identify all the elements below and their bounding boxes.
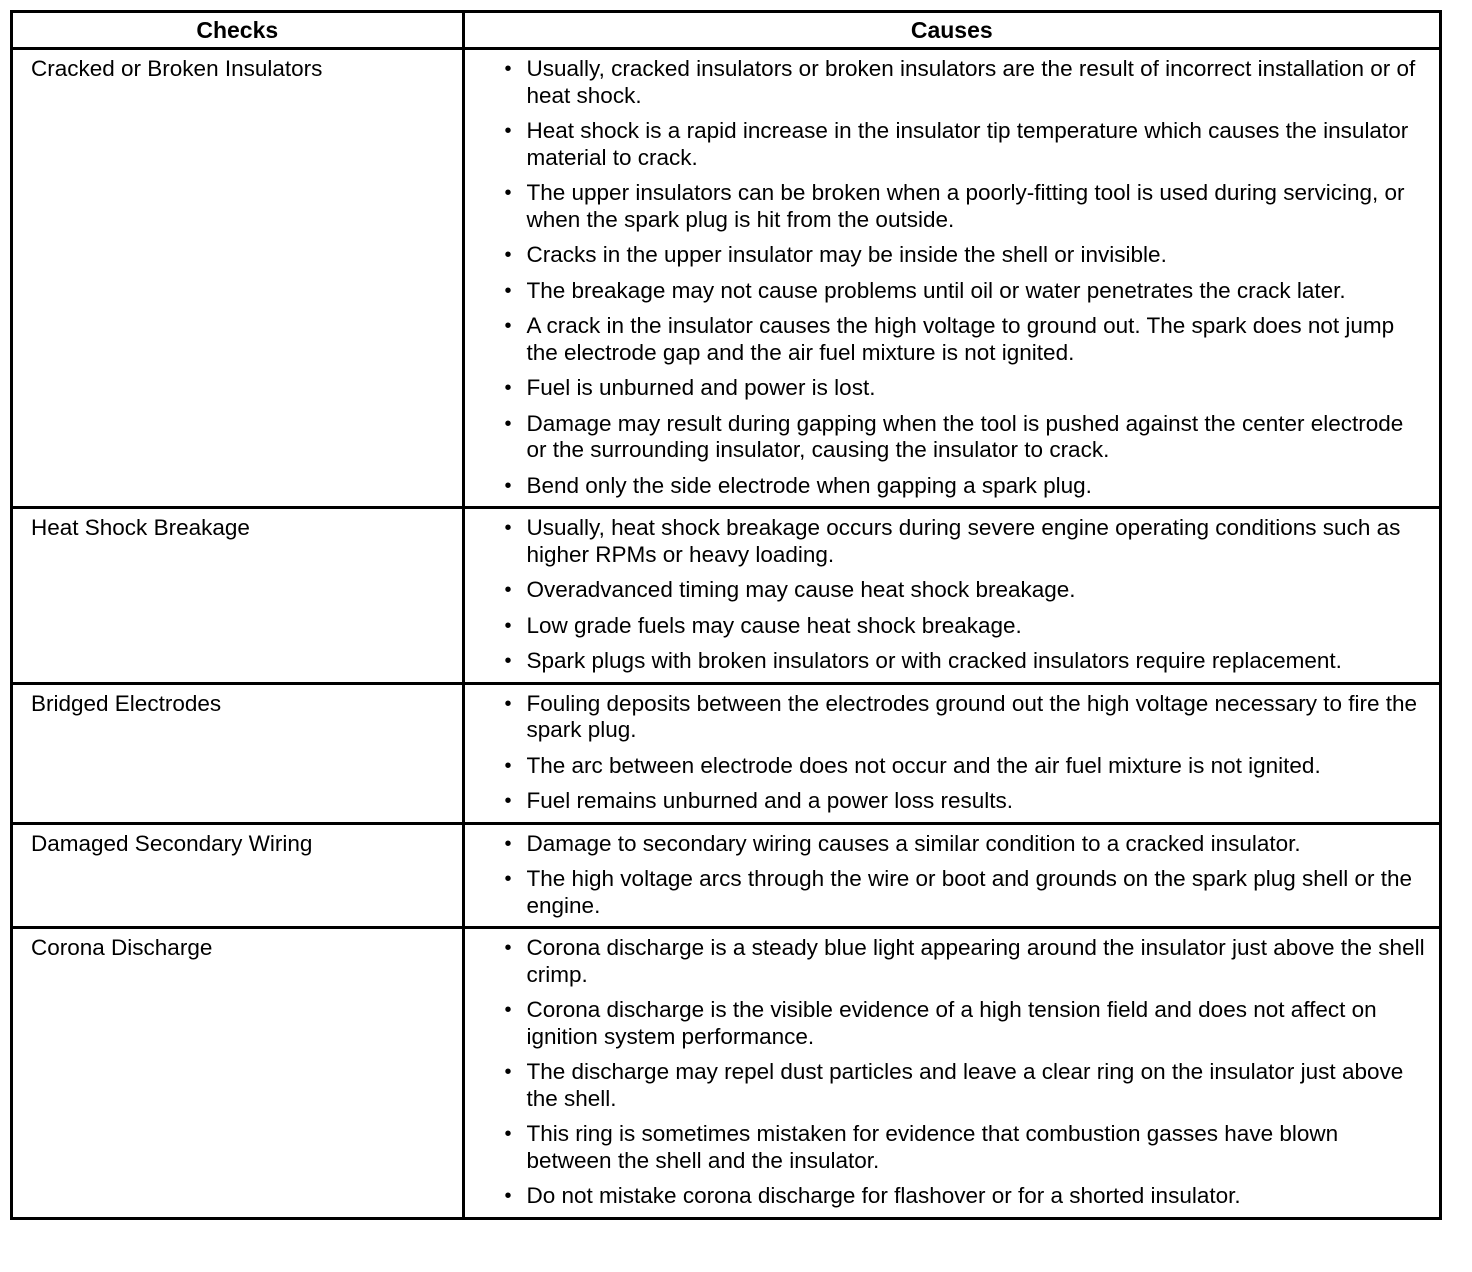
cause-text: This ring is sometimes mistaken for evidence that combustion gasses have blown between the shell and the insulator. (526, 1121, 1339, 1173)
bullet-icon: • (504, 182, 512, 204)
cause-text: Damage may result during gapping when the tool is pushed against the center electrode or the surrounding insulator, causing the insulator to crack. (526, 410, 1404, 462)
table-row (13, 683, 1439, 823)
causes-list (465, 929, 1440, 1217)
cause-item (505, 278, 1426, 305)
table-row (13, 928, 1439, 1217)
cause-item (505, 313, 1426, 366)
header-checks: Checks (13, 13, 463, 49)
bullet-icon: • (504, 832, 512, 855)
bullet-icon: • (504, 579, 512, 601)
cause-item (505, 1059, 1426, 1112)
header-row (13, 13, 1439, 49)
causes-list (465, 685, 1440, 822)
bullet-icon: • (504, 692, 512, 715)
check-cell: Cracked or Broken Insulators (13, 49, 463, 508)
cause-text: Corona discharge is a steady blue light appearing around the insulator just above the shell crimp. (526, 935, 1425, 987)
cause-item (505, 613, 1426, 640)
cause-text: The arc between electrode does not occur and the air fuel mixture is not ignited. (526, 752, 1321, 778)
causes-list (465, 825, 1440, 927)
cause-item (505, 866, 1426, 919)
cause-item (505, 56, 1426, 109)
table-row (13, 508, 1439, 684)
cause-item (505, 753, 1426, 780)
cause-item (505, 118, 1426, 171)
bullet-icon: • (504, 315, 512, 337)
cause-text: Fouling deposits between the electrodes ground out the high voltage necessary to fire the spark plug. (526, 690, 1418, 742)
checks-causes-table (13, 13, 1439, 1217)
bullet-icon: • (504, 937, 512, 959)
bullet-icon: • (504, 1061, 512, 1083)
cause-item (505, 180, 1426, 233)
cause-text: Usually, heat shock breakage occurs during severe engine operating conditions such as higher RPMs or heavy loading. (526, 515, 1401, 567)
bullet-icon: • (504, 790, 512, 812)
bullet-icon: • (504, 244, 512, 266)
causes-list (465, 50, 1440, 506)
cause-text: Fuel is unburned and power is lost. (526, 375, 876, 400)
header-causes: Causes (463, 13, 1439, 49)
causes-list (465, 509, 1440, 682)
cause-item (505, 997, 1426, 1050)
cause-item (505, 577, 1426, 604)
bullet-icon: • (504, 868, 512, 890)
cause-item (505, 411, 1426, 464)
cause-item (505, 375, 1426, 402)
cause-text: Corona discharge is the visible evidence of a high tension field and does not affect on ignition system performance. (526, 997, 1377, 1049)
causes-cell (463, 508, 1439, 684)
cause-item (505, 473, 1426, 500)
bullet-icon: • (504, 120, 512, 142)
cause-item (505, 1121, 1426, 1174)
cause-text: Low grade fuels may cause heat shock breakage. (526, 612, 1022, 638)
causes-cell (463, 823, 1439, 928)
bullet-icon: • (504, 279, 512, 302)
cause-text: The upper insulators can be broken when a poorly-fitting tool is used during servicing, or when the spark plug is hit from the outside. (526, 180, 1405, 232)
cause-text: A crack in the insulator causes the high voltage to ground out. The spark does not jump the electrode gap and the air fuel mixture is not ignited. (526, 313, 1395, 365)
cause-text: Do not mistake corona discharge for flashover or for a shorted insulator. (526, 1183, 1241, 1208)
bullet-icon: • (504, 377, 512, 399)
bullet-icon: • (504, 412, 512, 435)
check-cell: Damaged Secondary Wiring (13, 823, 463, 928)
cause-text: Spark plugs with broken insulators or with cracked insulators require replacement. (526, 648, 1342, 673)
table-body (13, 49, 1439, 1217)
bullet-icon: • (504, 1123, 512, 1145)
table-row (13, 49, 1439, 508)
cause-item (505, 935, 1426, 988)
cause-text: Usually, cracked insulators or broken insulators are the result of incorrect installation or of heat shock. (526, 56, 1416, 108)
cause-item (505, 242, 1426, 269)
bullet-icon: • (504, 1185, 512, 1207)
bullet-icon: • (504, 999, 512, 1021)
cause-item (505, 831, 1426, 858)
cause-text: Fuel remains unburned and a power loss results. (526, 788, 1014, 813)
cause-text: Damage to secondary wiring causes a similar condition to a cracked insulator. (526, 830, 1301, 856)
bullet-icon: • (504, 517, 512, 539)
cause-item (505, 648, 1426, 675)
cause-text: The discharge may repel dust particles and leave a clear ring on the insulator just above the shell. (526, 1059, 1404, 1111)
bullet-icon: • (504, 474, 512, 497)
check-cell: Bridged Electrodes (13, 683, 463, 823)
table-row (13, 823, 1439, 928)
cause-item (505, 1183, 1426, 1210)
causes-cell (463, 683, 1439, 823)
bullet-icon: • (504, 58, 512, 80)
bullet-icon: • (504, 614, 512, 637)
cause-item (505, 515, 1426, 568)
cause-item (505, 788, 1426, 815)
cause-text: Heat shock is a rapid increase in the insulator tip temperature which causes the insulator material to crack. (526, 118, 1409, 170)
check-cell: Corona Discharge (13, 928, 463, 1217)
check-cell: Heat Shock Breakage (13, 508, 463, 684)
checks-causes-table-frame (10, 10, 1442, 1220)
causes-cell (463, 928, 1439, 1217)
bullet-icon: • (504, 754, 512, 777)
bullet-icon: • (504, 650, 512, 672)
cause-text: The breakage may not cause problems until oil or water penetrates the crack later. (526, 277, 1346, 303)
cause-text: The high voltage arcs through the wire or boot and grounds on the spark plug shell or the engine. (526, 866, 1413, 918)
cause-text: Overadvanced timing may cause heat shock breakage. (526, 577, 1076, 602)
cause-text: Bend only the side electrode when gapping a spark plug. (526, 472, 1092, 498)
causes-cell (463, 49, 1439, 508)
cause-item (505, 691, 1426, 744)
cause-text: Cracks in the upper insulator may be inside the shell or invisible. (526, 242, 1167, 267)
